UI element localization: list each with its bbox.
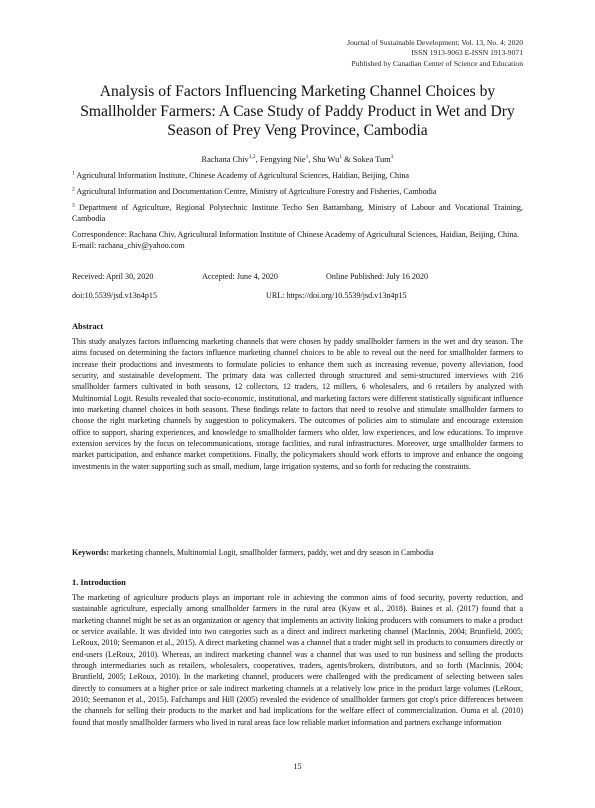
author-separator: & <box>342 155 353 164</box>
author-affiliation-mark: 3 <box>390 154 394 161</box>
affiliation <box>72 170 523 181</box>
keywords <box>72 547 523 558</box>
abstract-text: This study analyzes factors influencing marketing channels that were chosen by paddy smallholder farmers in the wet and dry season. The aims focused on determining the factors influence marketing channel choices to be able to reveal out the need for smallholder farmers to increase their productions and investments to formulate policies to enhance them such as increasing revenue, poverty alleviation, food security, and sustainable development. The primary data was collected through structured and semi-structured interviews with 216 smallholder farmers cultivated in both seasons, 12 collectors, 12 traders, 12 millers, 6 wholesalers, and 6 retailers by analyzed with Multinomial Logit. Results revealed that socio-economic, institutional, and marketing factors were different statistically significant influence into marketing channel choices in both seasons. These findings relate to factors that need to resolve and stimulate smallholder farmers to choose the right marketing channels by suggestion to policymakers. The outcomes of policies aim to stimulate and encourage extension office to support, sharing experiences, and knowledge to smallholder farmers who older, low experiences, and low educations. To improve extension services by the focus on telecommunications, storage facilities, and rural infrastructures. Moreover, urge smallholder farmers to market participation, and enhance market competitions. Finally, the policymakers should work efforts to improve and enhance the ongoing investments in the water supporting such as small, medium, large irrigation systems, and so forth for reducing the constraints. <box>72 337 523 471</box>
issn-line: ISSN 1913-9063 E-ISSN 1913-9071 <box>411 48 523 58</box>
author-affiliation-mark: 1,2 <box>248 154 256 161</box>
author-name: Shu Wu <box>312 155 340 164</box>
doi: doi:10.5539/jsd.v13n4p15 <box>72 291 157 300</box>
keywords-label: Keywords: <box>72 548 110 557</box>
affiliation-number: 3 <box>72 202 75 209</box>
doi-url[interactable]: URL: https://doi.org/10.5539/jsd.v13n4p15 <box>266 291 407 300</box>
author-name: Sokea Tum <box>352 155 391 164</box>
received-date: Received: April 30, 2020 <box>72 272 154 281</box>
abstract-heading: Abstract <box>72 322 104 331</box>
affiliation <box>72 186 523 197</box>
author-name: Fengying Nie <box>259 155 306 164</box>
author-separator: , <box>308 155 313 164</box>
affiliation-number: 1 <box>72 170 75 177</box>
journal-line: Journal of Sustainable Development; Vol. 13, No. 4; 2020 <box>347 38 523 47</box>
keywords-text: marketing channels, Multinomial Logit, smallholder farmers, paddy, wet and dry season in Cambodia <box>109 548 434 557</box>
published-date: Online Published: July 16 2020 <box>326 272 429 281</box>
introduction-heading: 1. Introduction <box>72 578 126 587</box>
author-affiliation-mark: 1 <box>305 154 309 161</box>
journal-header <box>347 38 523 69</box>
correspondence: Correspondence: Rachana Chiv, Agricultural Information Institute of Chinese Academy of Agricultural Sciences, Haidian, Beijing, China. E-mail: rachana_chiv@yahoo.com <box>72 230 519 251</box>
publisher-line: Published by Canadian Center of Science and Education <box>351 58 523 68</box>
introduction-text: The marketing of agriculture products plays an important role in achieving the common aims of food security, poverty reduction, and sustainable agriculture, especially among smallholder farmers in the rural area (Kyaw et al., 2018). Baines et al. (2017) found that a marketing channel might be set as an organization or agency that implements an activity linking producers with consumers to make a product or service available. It was divided into two categories such as a direct and indirect marketing channel (MacInnis, 2004; Brunfield, 2005; LeRoux, 2010; Seemanon et al., 2015). A direct marketing channel was a channel that a trader might sell its products to consumers directly or end-users (LeRoux, 2010). Whereas, an indirect marketing channel was a channel that was used to run business and selling the products through intermediaries such as retailers, wholesalers, cooperatives, traders, agents/brokers, distributors, and so forth (MacInnis, 2004; Brunfield, 2005; LeRoux, 2010). In the marketing channel, producers were challenged with the predicament of selecting between sales directly to consumers at a higher price or sale indirect marketing channels at a relatively low price in the product large volumes (LeRoux, 2010; Seemanon et al., 2015). Fafchamps and Hill (2005) revealed the evidence of smallholder farmers got crop's price differences between the channels for selling their products to the market and had implications for the welfare effect of commercialization. Ouma et al. (2010) found that mostly smallholder farmers who lived in rural areas face low reliable market information and partners exchange information <box>72 593 523 727</box>
affiliation-text: Agricultural Information and Documentation Centre, Ministry of Agriculture Forestry and Fisheries, Cambodia <box>76 187 437 196</box>
author-list <box>72 154 523 165</box>
affiliation-number: 2 <box>72 186 75 193</box>
affiliation-text: Agricultural Information Institute, Chinese Academy of Agricultural Sciences, Haidian, Beijing, China <box>76 171 409 180</box>
page-number: 15 <box>293 762 302 771</box>
author-separator: , <box>255 155 260 164</box>
author-name: Rachana Chiv <box>201 155 249 164</box>
affiliation-text: Department of Agriculture, Regional Polytechnic Institute Techo Sen Battambang, Ministry of Labour and Vocational Training, Cambodia <box>72 203 523 223</box>
author-affiliation-mark: 1 <box>339 154 343 161</box>
accepted-date: Accepted: June 4, 2020 <box>202 272 278 281</box>
paper-title: Analysis of Factors Influencing Marketing Channel Choices by Smallholder Farmers: A Case Study of Paddy Product in Wet and Dry Season of Prey Veng Province, Cambodia <box>80 83 515 140</box>
affiliation <box>72 202 523 224</box>
